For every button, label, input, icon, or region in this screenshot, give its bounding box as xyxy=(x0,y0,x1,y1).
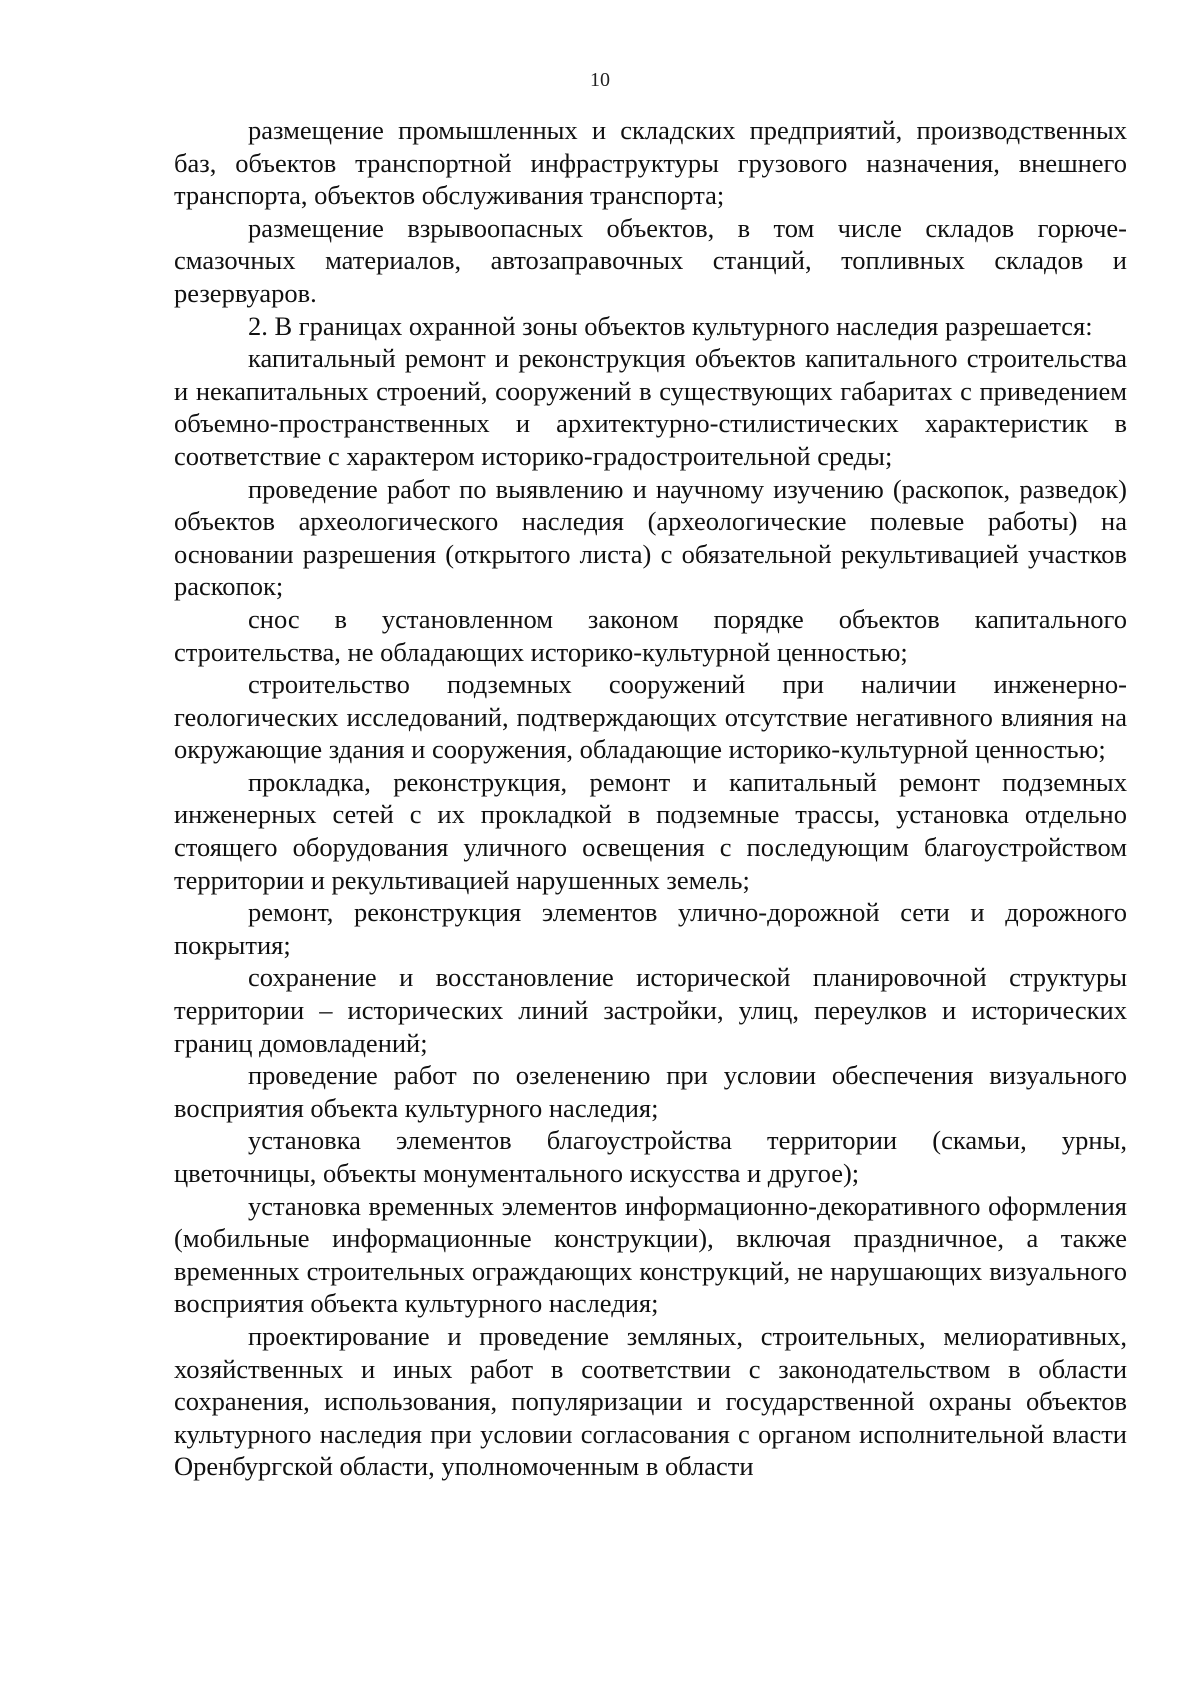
paragraph-capital-repair: капитальный ремонт и реконструкция объектов капитального строительства и некапитальных строений, сооружений в существующих габаритах с приведением объемно-пространственных и архитектурно-стилистических характеристик в соответствие с характером историко-градостроительной среды; xyxy=(174,343,1127,471)
paragraph-underground-networks: прокладка, реконструкция, ремонт и капитальный ремонт подземных инженерных сетей с их прокладкой в подземные трассы, установка отдельно стоящего оборудования уличного освещения с последующим благоустройством территории и рекультивацией нарушенных земель; xyxy=(174,766,1127,895)
paragraph-temporary-decor: установка временных элементов информационно-декоративного оформления (мобильные информационные конструкции), включая праздничное, а также временных строительных ограждающих конструкций, не нарушающих визуального восприятия объекта культурного наследия; xyxy=(174,1190,1127,1319)
paragraph-landscaping-elements: установка элементов благоустройства территории (скамьи, урны, цветочницы, объекты монументального искусства и другое); xyxy=(174,1125,1127,1188)
paragraph-explosive-objects: размещение взрывоопасных объектов, в том числе складов горюче-смазочных материалов, автозаправочных станций, топливных складов и резервуаров. xyxy=(174,212,1127,308)
paragraph-archaeology-works: проведение работ по выявлению и научному изучению (раскопок, разведок) объектов археологического наследия (археологические полевые работы) на основании разрешения (открытого листа) с обязательной рекультивацией участков раскопок; xyxy=(174,473,1127,602)
paragraph-underground-construction: строительство подземных сооружений при наличии инженерно-геологических исследований, подтверждающих отсутствие негативного влияния на окружающие здания и сооружения, обладающие историко-культурной ценностью; xyxy=(174,669,1127,765)
paragraph-industrial-placement: размещение промышленных и складских предприятий, производственных баз, объектов транспортной инфраструктуры грузового назначения, внешнего транспорта, объектов обслуживания транспорта; xyxy=(174,115,1127,211)
paragraph-design-and-works: проектирование и проведение земляных, строительных, мелиоративных, хозяйственных и иных работ в соответствии с законодательством в области сохранения, использования, популяризации и государственной охраны объектов культурного наследия при условии согласования с органом исполнительной власти Оренбургской области, уполномоченным в области xyxy=(174,1320,1127,1482)
paragraph-section-2-heading: 2. В границах охранной зоны объектов культурного наследия разрешается: xyxy=(248,310,1093,341)
page-number: 10 xyxy=(590,69,610,91)
paragraph-road-repair: ремонт, реконструкция элементов улично-дорожной сети и дорожного покрытия; xyxy=(174,897,1127,960)
paragraph-greening: проведение работ по озеленению при условии обеспечения визуального восприятия объекта культурного наследия; xyxy=(174,1060,1127,1123)
paragraph-demolition: снос в установленном законом порядке объектов капитального строительства, не обладающих историко-культурной ценностью; xyxy=(174,603,1127,667)
paragraph-historic-structure: сохранение и восстановление исторической планировочной структуры территории – исторических линий застройки, улиц, переулков и исторических границ домовладений; xyxy=(174,962,1127,1058)
document-body xyxy=(174,114,1127,1483)
